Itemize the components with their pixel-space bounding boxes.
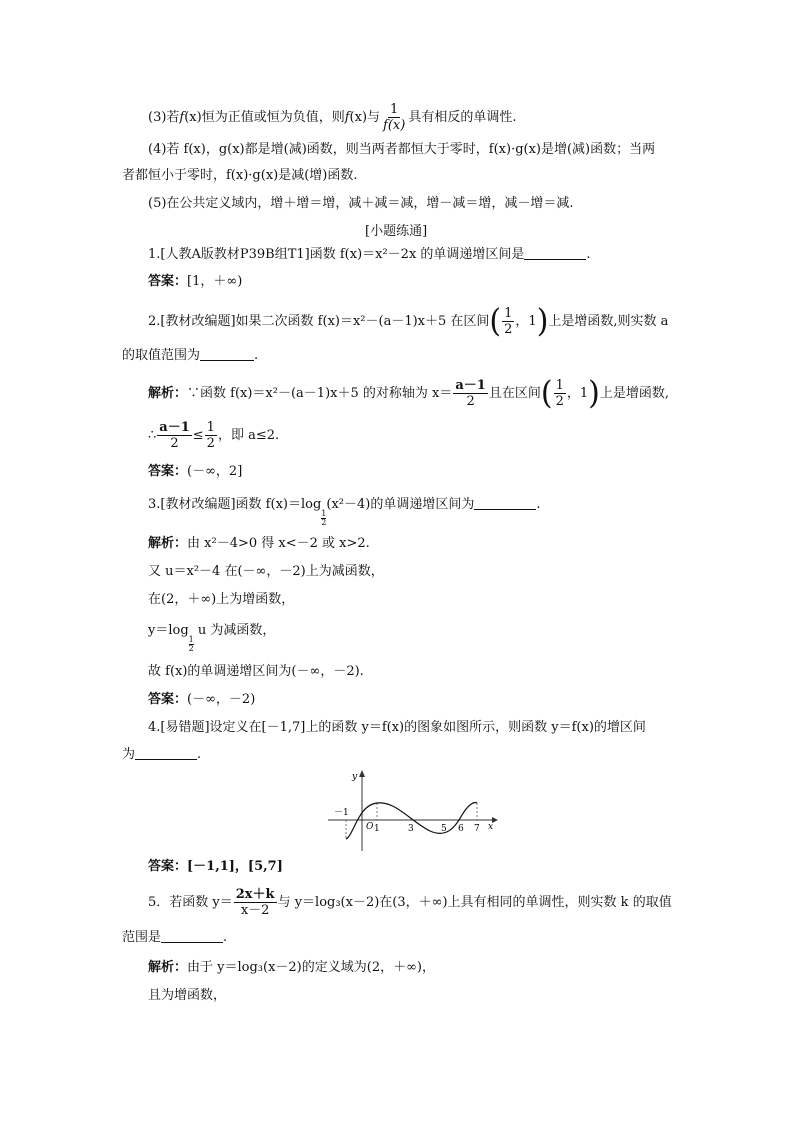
question-2-line2 — [122, 346, 258, 366]
log-base-denominator: 2 — [188, 644, 194, 653]
solution-text: 且在区间 — [488, 386, 541, 401]
question-2-solution-2 — [148, 420, 279, 452]
question-3 — [148, 492, 540, 527]
question-3-solution-5: 故 f(x)的单调递增区间为(－∞，－2). — [148, 664, 364, 679]
question-5-solution-1 — [148, 958, 435, 978]
fraction-numerator: 2x＋k — [235, 887, 275, 902]
question-2-line1 — [148, 302, 669, 340]
y-axis-arrow — [359, 770, 365, 777]
answer-blank — [200, 360, 254, 361]
axis-fraction — [157, 420, 191, 451]
tick-label: 3 — [408, 824, 414, 834]
answer-value: [－1,1]，[5,7] — [187, 859, 283, 874]
fraction-denominator: x－2 — [240, 903, 270, 918]
question-1-text: 1.[人教A版教材P39B组T1]函数 f(x)＝x²－2x 的单调递增区间是 — [148, 247, 525, 262]
answer-value: [1，＋∞) — [187, 274, 243, 289]
solution-text: u 为减函数， — [193, 623, 276, 638]
x-arg: (x) — [184, 110, 202, 125]
question-2-solution-1 — [148, 374, 669, 412]
question-2-answer — [148, 462, 242, 482]
solution-text: 上是增函数, — [599, 386, 669, 401]
question-3-solution-4 — [148, 618, 275, 653]
answer-label: 答案： — [148, 859, 188, 874]
answer-blank — [135, 759, 197, 760]
question-4-line1: 4.[易错题]设定义在[－1,7]上的函数 y＝f(x)的图象如图所示，则函数 y＝f(x)的增区间 — [148, 720, 646, 735]
answer-label: 答案： — [148, 274, 188, 289]
question-2-text: 2.[教材改编题]如果二次函数 f(x)＝x²－(a－1)x＋5 在区间 — [148, 314, 490, 329]
question-1 — [148, 245, 591, 265]
close-paren: ) — [588, 374, 600, 412]
item-3 — [148, 102, 516, 133]
answer-label: 答案： — [148, 692, 188, 707]
log-base — [189, 636, 194, 653]
fraction-denominator: 2 — [555, 394, 564, 409]
answer-value: (－∞，2] — [187, 464, 243, 479]
interval-fraction — [554, 378, 566, 409]
question-4-line2-text: 为 — [122, 747, 136, 762]
solution-text: ∵函数 f(x)＝x²－(a－1)x＋5 的对称轴为 x＝ — [187, 386, 453, 401]
solution-label: 解析： — [148, 386, 188, 401]
log-base — [321, 510, 326, 527]
answer-value: (－∞，－2) — [187, 692, 256, 707]
question-4-answer — [148, 857, 283, 877]
question-3-solution-3: 在(2，＋∞)上为增函数， — [148, 592, 295, 607]
question-5-solution-2: 且为增函数， — [148, 988, 227, 1003]
item-5: (5)在公共定义域内，增＋增＝增，减＋减＝减，增－减＝增，减－增＝减. — [148, 196, 574, 211]
le-symbol: ≤ — [192, 428, 204, 443]
interval-end: ，1 — [515, 314, 537, 329]
period: . — [536, 497, 541, 512]
question-2-post: 上是增函数,则实数 a — [548, 314, 669, 329]
question-1-answer — [148, 272, 242, 292]
interval-fraction — [502, 306, 514, 337]
question-3-text: 3.[教材改编题]函数 f(x)＝log — [148, 497, 322, 512]
solution-text: y＝log — [148, 623, 189, 638]
fraction-numerator: a－1 — [455, 378, 486, 393]
solution-label: 解析： — [148, 536, 188, 551]
solution-label: 解析： — [148, 960, 188, 975]
period: . — [254, 348, 259, 363]
fraction-numerator: 1 — [555, 378, 564, 393]
tick-label: 6 — [458, 824, 464, 834]
fx-symbol: f — [179, 110, 185, 125]
origin-label: O — [366, 822, 374, 832]
period: . — [586, 247, 591, 262]
fraction-numerator: a－1 — [159, 420, 190, 435]
neg-one-label: －1 — [334, 808, 349, 818]
interval-end: ，1 — [566, 386, 589, 401]
item-3-pre: (3)若 — [148, 110, 180, 125]
tick-label: 1 — [374, 824, 380, 834]
answer-blank — [474, 509, 536, 510]
therefore-symbol: ∴ — [148, 428, 157, 443]
y-axis-label: y — [352, 772, 358, 782]
solution-text: ，即 a≤2. — [217, 428, 280, 443]
fraction-numerator: 1 — [504, 306, 513, 321]
open-paren: ( — [489, 302, 502, 340]
question-3-answer — [148, 690, 255, 710]
question-4-line2 — [122, 745, 201, 765]
fraction-denominator: 2 — [170, 436, 179, 451]
item-3-yu: 与 — [367, 110, 381, 125]
question-5-text: 5．若函数 y＝ — [148, 895, 233, 910]
solution-text: 由 x²－4>0 得 x<－2 或 x>2. — [187, 536, 370, 551]
item-3-mid: 恒为正值或恒为负值，则 — [201, 110, 345, 125]
x-arg: (x) — [349, 110, 368, 125]
period: . — [223, 930, 228, 945]
fx-symbol: f — [344, 110, 350, 125]
section-title: [小题练通] — [365, 224, 428, 239]
half-fraction — [205, 420, 217, 451]
item-3-post: 具有相反的单调性. — [408, 110, 517, 125]
rational-fraction — [234, 887, 277, 918]
question-5-post: 与 y＝log₃(x－2)在(3，＋∞)上具有相同的单调性，则实数 k 的取值 — [277, 895, 672, 910]
fraction-numerator: 1 — [206, 420, 215, 435]
solution-text: 由于 y＝log₃(x－2)的定义域为(2，＋∞)， — [187, 960, 435, 975]
log-base-denominator: 2 — [321, 518, 327, 527]
answer-label: 答案： — [148, 464, 188, 479]
tick-label: 5 — [441, 824, 447, 834]
question-2-line2-text: 的取值范围为 — [122, 348, 201, 363]
question-3-solution-1 — [148, 534, 370, 554]
item-4-line2: 者都恒小于零时，f(x)·g(x)是减(增)函数. — [122, 168, 358, 183]
log-base-numerator: 1 — [321, 509, 327, 518]
item-4-line1: (4)若 f(x)，g(x)都是增(减)函数，则当两者都恒大于零时，f(x)·g(x)是增(减)函数；当两 — [148, 142, 656, 157]
period: . — [197, 747, 202, 762]
axis-fraction — [453, 378, 487, 409]
question-3-solution-2: 又 u＝x²－4 在(－∞，－2)上为减函数， — [148, 564, 384, 579]
answer-blank — [161, 942, 223, 943]
question-5-line2-text: 范围是 — [122, 930, 162, 945]
tick-label: 7 — [474, 824, 480, 834]
fraction-denominator: 2 — [504, 322, 513, 337]
close-paren: ) — [536, 302, 549, 340]
question-3-post: (x²－4)的单调递增区间为 — [326, 497, 475, 512]
reciprocal-fraction — [381, 102, 407, 133]
open-paren: ( — [540, 374, 553, 412]
x-axis-label: x — [488, 822, 494, 832]
log-base-numerator: 1 — [188, 635, 194, 644]
fraction-numerator: 1 — [390, 102, 399, 117]
question-5-line2 — [122, 928, 227, 948]
function-graph — [320, 765, 500, 855]
fraction-denominator: 2 — [466, 394, 475, 409]
fraction-denominator: 2 — [206, 436, 215, 451]
question-5-line1 — [148, 886, 672, 920]
fraction-denominator: f(x) — [383, 118, 406, 133]
answer-blank — [524, 259, 586, 260]
